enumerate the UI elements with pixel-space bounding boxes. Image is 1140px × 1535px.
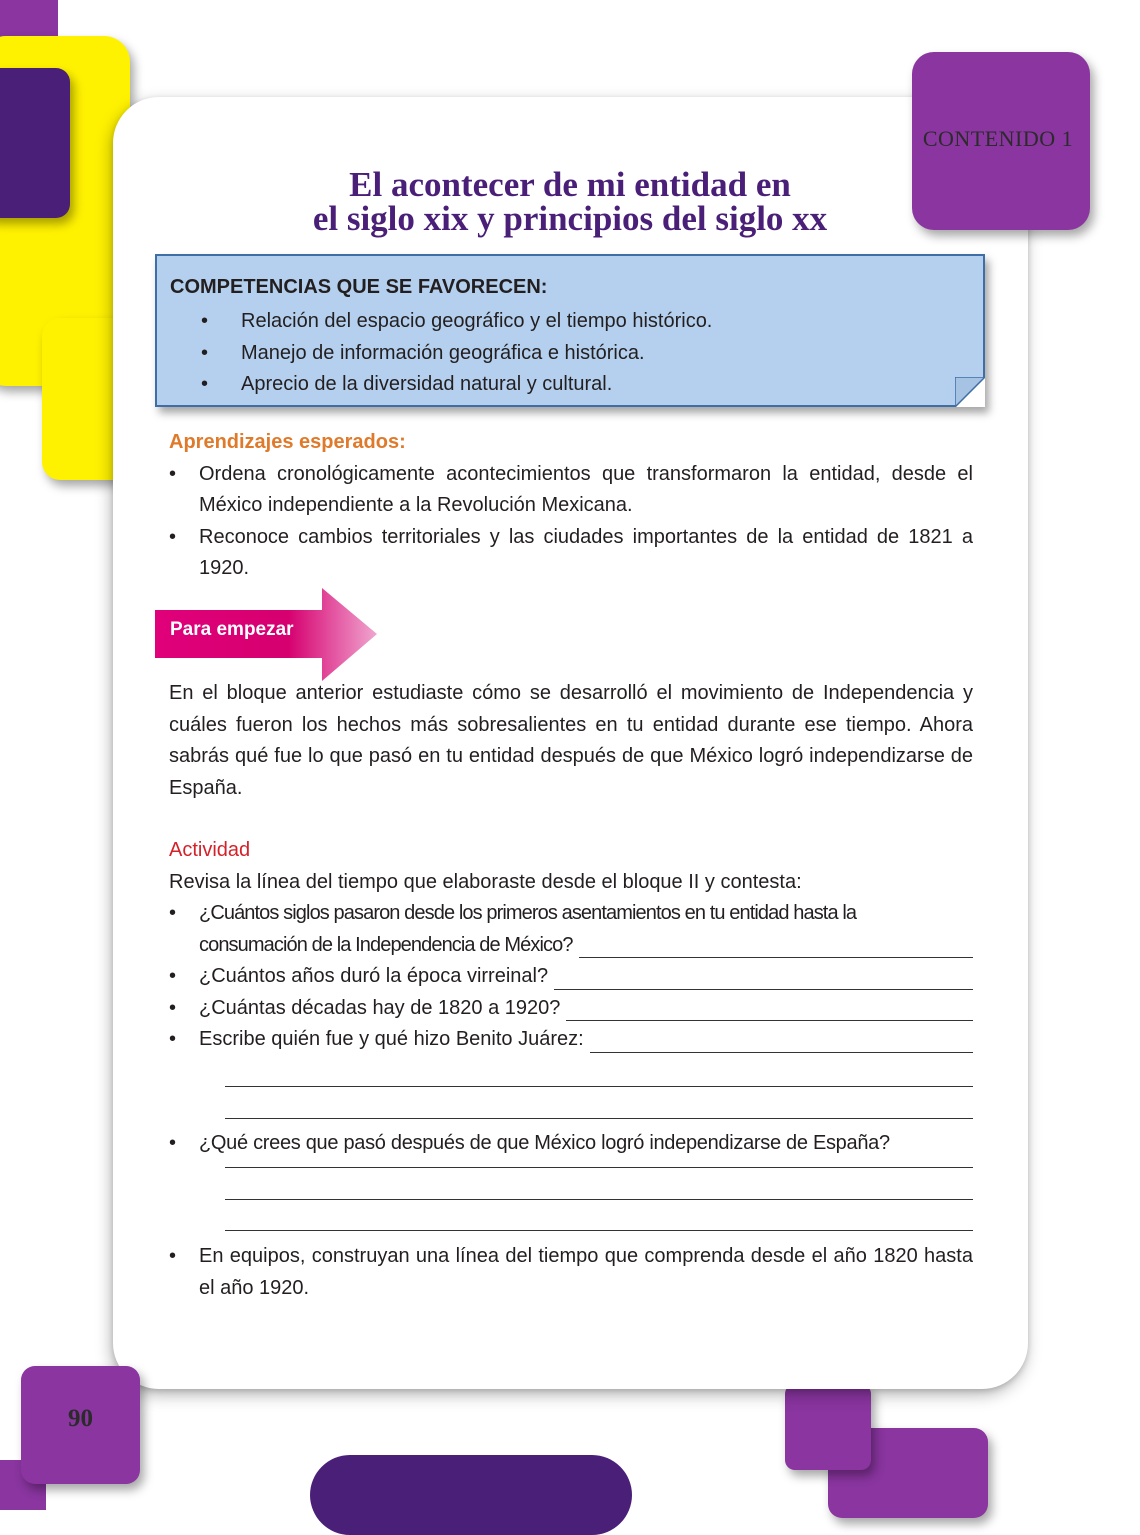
- page-fold-icon: [955, 377, 985, 407]
- question-item: [143, 1024, 973, 1056]
- question-text: consumación de la Independencia de México?: [199, 933, 573, 956]
- competencias-list: [201, 306, 712, 401]
- decor-dark-purple: [0, 68, 70, 218]
- question-item: [143, 993, 973, 1025]
- actividad-questions-3: [143, 1241, 973, 1304]
- answer-line[interactable]: [554, 988, 973, 990]
- competencias-heading: COMPETENCIAS QUE SE FAVORECEN:: [170, 276, 548, 298]
- list-item: • Ordena cronológicamente acontecimientos que transformaron la entidad, desde el México independiente a la Revolución Mexicana.: [143, 459, 973, 522]
- question-item: [143, 1128, 973, 1160]
- bullet-icon: •: [201, 310, 209, 332]
- answer-line[interactable]: [566, 1019, 973, 1021]
- actividad-questions: [143, 898, 973, 1056]
- title-line-1: El acontecer de mi entidad en: [349, 165, 791, 204]
- list-item: • Relación del espacio geográfico y el tiempo histórico.: [201, 306, 712, 338]
- list-item: • Manejo de información geográfica e histórica.: [201, 338, 712, 370]
- list-item: • Reconoce cambios territoriales y las ciudades importantes de la entidad de 1821 a 1920.: [143, 522, 973, 585]
- answer-line[interactable]: [225, 1087, 973, 1119]
- bullet-icon: •: [169, 1131, 177, 1154]
- bullet-icon: •: [169, 965, 177, 987]
- question-row: [199, 993, 973, 1025]
- answer-line[interactable]: [225, 1159, 973, 1168]
- bullet-icon: •: [169, 525, 177, 548]
- question-item: [143, 1241, 973, 1304]
- question-row: [199, 1024, 973, 1056]
- competencias-box: [155, 254, 985, 407]
- actividad-questions-2: [143, 1128, 973, 1160]
- bullet-icon: •: [169, 462, 177, 485]
- question-item: [143, 898, 973, 961]
- bullet-icon: •: [169, 902, 177, 924]
- decor-purple-bottom-right-small: [785, 1384, 871, 1470]
- question-item: [143, 961, 973, 993]
- question-row: [199, 961, 973, 993]
- page-title: [250, 165, 890, 238]
- question-text: En equipos, construyan una línea del tiempo que comprenda desde el año 1820 hasta el año 1920.: [199, 1245, 973, 1299]
- page-number: 90: [68, 1405, 93, 1432]
- bullet-icon: •: [169, 1028, 177, 1050]
- actividad-intro: Revisa la línea del tiempo que elaboraste desde el bloque II y contesta:: [169, 870, 802, 893]
- question-text: Escribe quién fue y qué hizo Benito Juárez:: [199, 1028, 584, 1050]
- answer-line[interactable]: [225, 1056, 973, 1088]
- bullet-icon: •: [201, 373, 209, 395]
- decor-dark-purple-bottom: [310, 1455, 632, 1535]
- list-item: • Aprecio de la diversidad natural y cultural.: [201, 369, 712, 401]
- answer-line[interactable]: [590, 1051, 973, 1053]
- bullet-icon: •: [169, 1245, 177, 1267]
- answer-line[interactable]: [225, 1168, 973, 1200]
- bullet-icon: •: [201, 341, 209, 364]
- para-empezar-label: Para empezar: [170, 619, 294, 640]
- aprendizajes-list: [113, 459, 973, 585]
- aprendizajes-section: [169, 427, 973, 585]
- bullet-icon: •: [169, 996, 177, 1019]
- answer-line[interactable]: [579, 956, 973, 958]
- answer-line[interactable]: [225, 1200, 973, 1232]
- question-text: ¿Cuántos años duró la época virreinal?: [199, 965, 549, 987]
- actividad-heading: Actividad: [169, 839, 251, 861]
- question-text: ¿Cuántos siglos pasaron desde los primeros asentamientos en tu entidad hasta la: [199, 902, 857, 924]
- title-line-2: el siglo xix y principios del siglo xx: [312, 199, 828, 238]
- actividad-section: [169, 835, 973, 1304]
- question-row: [199, 930, 973, 962]
- contenido-label: CONTENIDO 1: [922, 126, 1074, 151]
- page-number-box: [21, 1366, 140, 1484]
- question-text: ¿Cuántas décadas hay de 1820 a 1920?: [199, 996, 561, 1019]
- para-empezar-text: En el bloque anterior estudiaste cómo se desarrolló el movimiento de Independencia y cuáles fueron los hechos más sobresalientes en tu entidad durante ese tiempo. Ahora sabrás qué fue lo que pasó en tu entidad después de que México logró independizarse de España.: [169, 682, 973, 799]
- question-text: ¿Qué crees que pasó después de que México logró independizarse de España?: [199, 1131, 890, 1154]
- aprendizajes-heading: Aprendizajes esperados:: [169, 431, 406, 453]
